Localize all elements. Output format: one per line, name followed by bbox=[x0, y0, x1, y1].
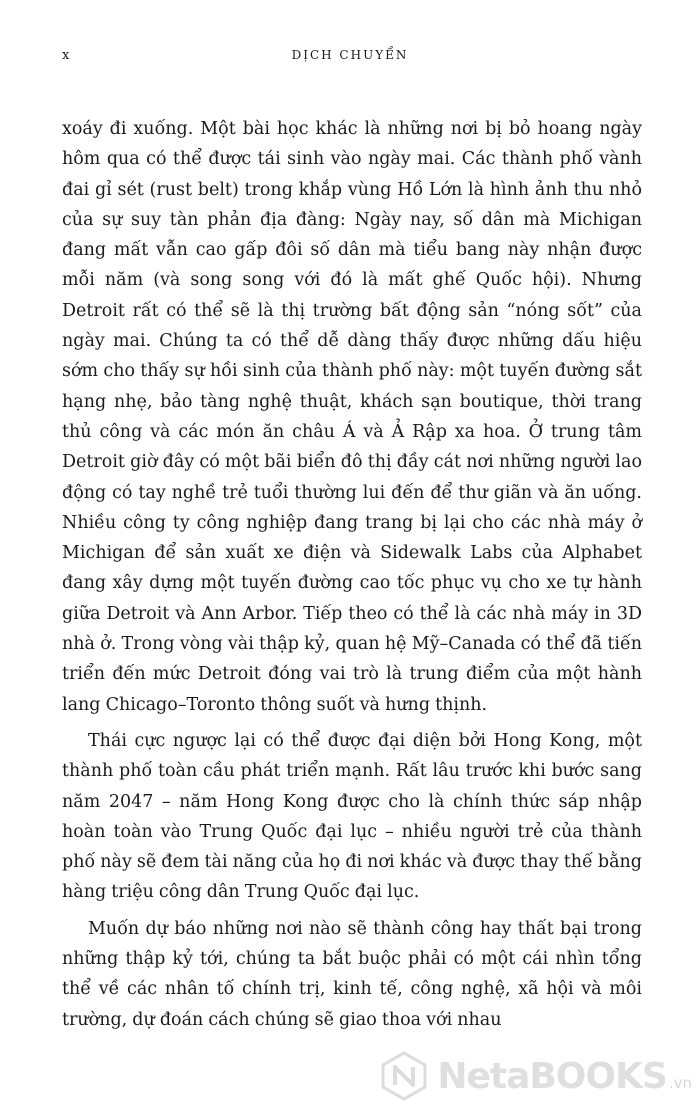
watermark-text: NetaBOOKS bbox=[437, 1055, 667, 1097]
n-hexagon-logo-icon bbox=[379, 1051, 429, 1101]
netabooks-watermark bbox=[379, 1046, 692, 1106]
watermark-suffix: .vn bbox=[668, 1074, 692, 1092]
paragraph-2: Thái cực ngược lại có thể được đại diện bởi Hong Kong, một thành phố toàn cầu phát triển mạnh. Rất lâu trước khi bước sang năm 2047 – năm Hong Kong được cho là chính thức sáp nhập hoàn toàn vào Trung Quốc đại lục – nhiều người trẻ của thành phố này sẽ đem tài năng của họ đi nơi khác và được thay thế bằng hàng triệu công dân Trung Quốc đại lục. bbox=[62, 730, 642, 903]
page-header bbox=[62, 48, 638, 72]
page-number: x bbox=[62, 48, 71, 63]
running-title: DỊCH CHUYỂN bbox=[291, 48, 409, 62]
paragraph-1: xoáy đi xuống. Một bài học khác là những nơi bị bỏ hoang ngày hôm qua có thể được tái sinh vào ngày mai. Các thành phố vành đai gỉ sét (rust belt) trong khắp vùng Hồ Lớn là hình ảnh thu nhỏ của sự suy tàn phản địa đàng: Ngày nay, số dân mà Michigan đang mất vẫn cao gấp đôi số dân mà tiểu bang này nhận được mỗi năm (và song song với đó là mất ghế Quốc hội). Nhưng Detroit rất có thể sẽ là thị trường bất động sản “nóng sốt” của ngày mai. Chúng ta có thể dễ dàng thấy được những dấu hiệu sớm cho thấy sự hồi sinh của thành phố này: một tuyến đường sắt hạng nhẹ, bảo tàng nghệ thuật, khách sạn boutique, thời trang thủ công và các món ăn châu Á và Ả Rập xa hoa. Ở trung tâm Detroit giờ đây có một bãi biển đô thị đầy cát nơi những người lao động có tay nghề trẻ tuổi thường lui đến để thư giãn và ăn uống. Nhiều công ty công nghiệp đang trang bị lại cho các nhà máy ở Michigan để sản xuất xe điện và Sidewalk Labs của Alphabet đang xây dựng một tuyến đường cao tốc phục vụ cho xe tự hành giữa Detroit và Ann Arbor. Tiếp theo có thể là các nhà máy in 3D nhà ở. Trong vòng vài thập kỷ, quan hệ Mỹ–Canada có thể đã tiến triển đến mức Detroit đóng vai trò là trung điểm của một hành lang Chicago–Toronto thông suốt và hưng thịnh. bbox=[62, 119, 642, 715]
body-text bbox=[62, 114, 642, 1041]
paragraph-3: Muốn dự báo những nơi nào sẽ thành công hay thất bại trong những thập kỷ tới, chúng ta bắt buộc phải có một cái nhìn tổng thể về các nhân tố chính trị, kinh tế, công nghệ, xã hội và môi trường, dự đoán cách chúng sẽ giao thoa với nhau bbox=[62, 918, 642, 1030]
